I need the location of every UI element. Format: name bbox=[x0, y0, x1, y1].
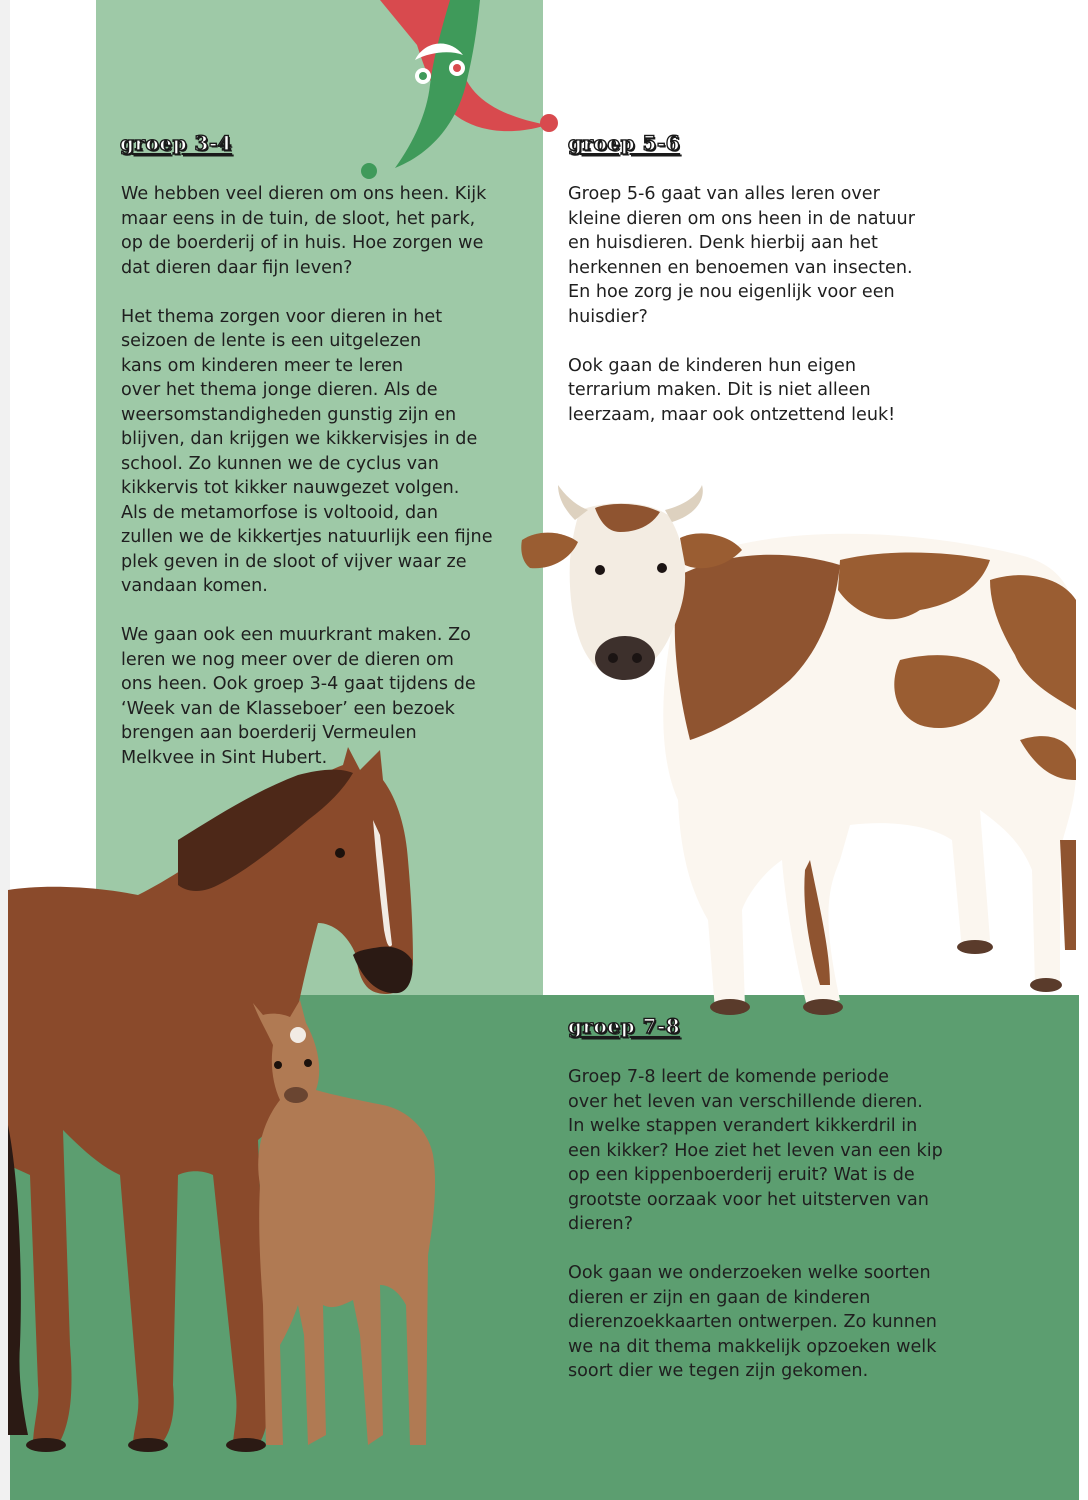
paragraph: We gaan ook een muurkrant maken. Zo leren we nog meer over de dieren om ons heen. Ook groep 3-4 gaat tijdens de ‘Week van de Klasseboer’ een bezoek brengen aan boerderij Vermeulen Melkvee in Sint Hubert. bbox=[121, 625, 476, 768]
paragraph: Ook gaan we onderzoeken welke soorten dieren er zijn en gaan de kinderen dierenzoekkaarten ontwerpen. Zo kunnen we na dit thema makkelijk opzoeken welk soort dier we tegen zijn gekomen. bbox=[568, 1263, 937, 1381]
heading-groep-5-6: groep 5-6 bbox=[568, 131, 681, 155]
cow-photo bbox=[520, 480, 1080, 1040]
jester-hat-logo bbox=[355, 0, 555, 190]
paragraph: Groep 7-8 leert de komende periode over het leven van verschillende dieren. In welke stappen verandert kikkerdril in een kikker? Hoe ziet het leven van een kip op een kippenboerderij eruit? Wat is de grootste oorzaak voor het uitsterven van dieren? bbox=[568, 1067, 943, 1234]
paragraph: Het thema zorgen voor dieren in het seizoen de lente is een uitgelezen kans om kinderen meer te leren over het thema jonge dieren. Als de weersomstandigheden gunstig zijn en blijven, dan krijgen we kikkervisjes in de school. Zo kunnen we de cyclus van kikkervis tot kikker nauwgezet volgen. Als de metamorfose is voltooid, dan zullen we de kikkertjes natuurlijk een fijne plek geven in de sloot of vijver waar ze vandaan komen. bbox=[121, 306, 493, 596]
heading-groep-7-8: groep 7-8 bbox=[568, 1014, 681, 1038]
paragraph: Groep 5-6 gaat van alles leren over kleine dieren om ons heen in de natuur en huisdieren. Denk hierbij aan het herkennen en benoemen van insecten. En hoe zorg je nou eigenlijk voor een huisdier? bbox=[568, 184, 915, 327]
heading-groep-3-4: groep 3-4 bbox=[120, 131, 233, 155]
paragraph: Ook gaan de kinderen hun eigen terrarium maken. Dit is niet alleen leerzaam, maar ook ontzettend leuk! bbox=[568, 355, 896, 425]
text-groep-5-6 bbox=[568, 182, 968, 427]
text-groep-7-8 bbox=[568, 1065, 978, 1384]
text-groep-3-4 bbox=[121, 182, 521, 770]
horse-photo bbox=[8, 745, 448, 1485]
paragraph: We hebben veel dieren om ons heen. Kijk maar eens in de tuin, de sloot, het park, op de boerderij of in huis. Hoe zorgen we dat dieren daar fijn leven? bbox=[121, 184, 487, 278]
